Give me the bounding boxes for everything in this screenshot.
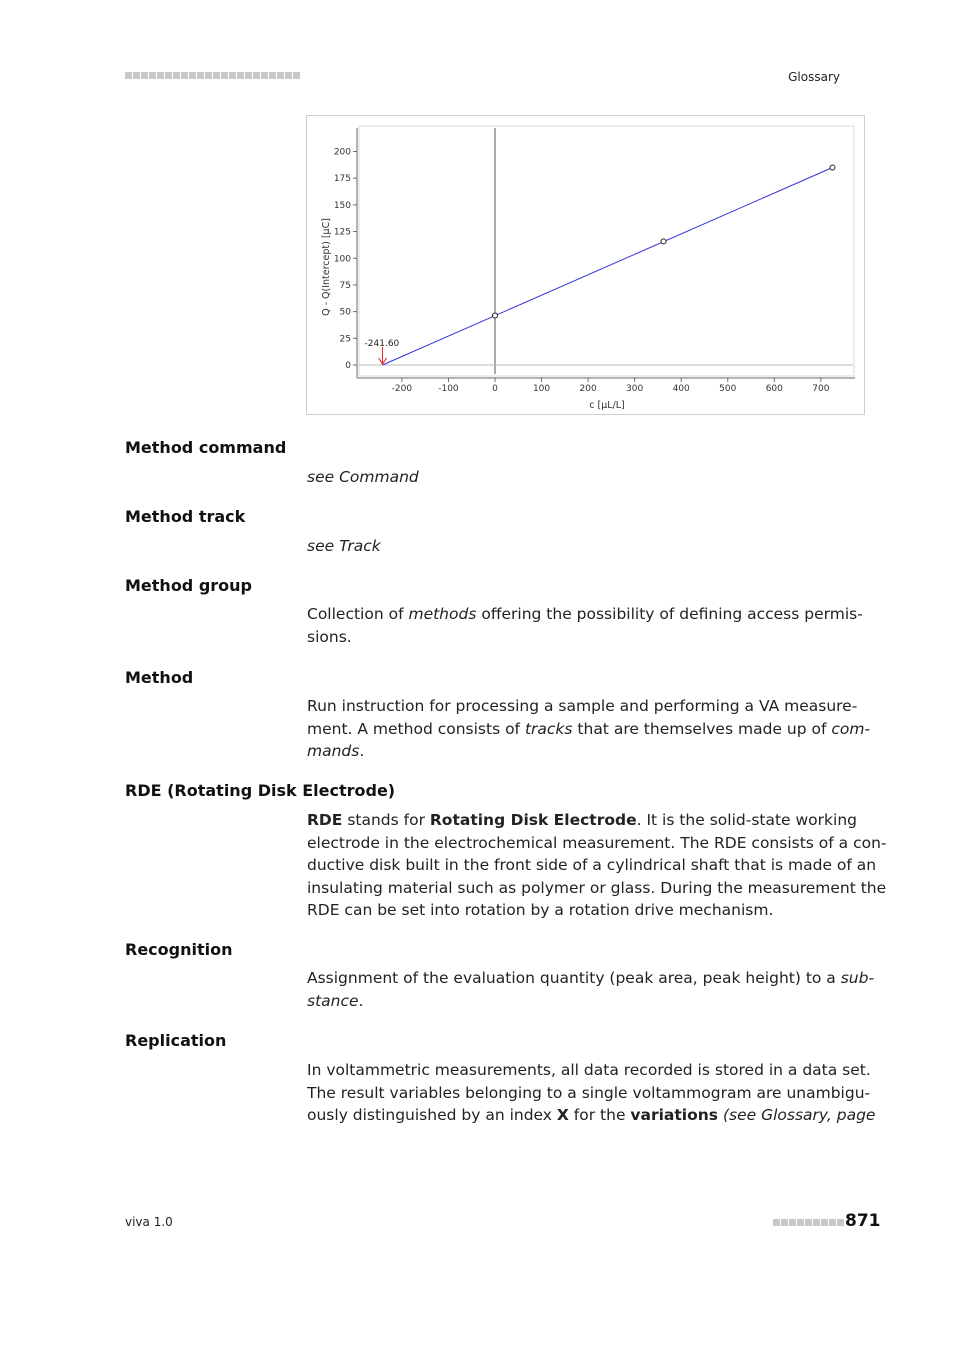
text-line: The result variables belonging to a single voltammogram are unambigu- — [307, 1083, 871, 1102]
text-segment: offering the possibility of defining access permis- — [476, 605, 863, 623]
y-tick-label: 175 — [333, 174, 351, 185]
y-tick-label: 100 — [333, 254, 351, 265]
text-segment: . — [359, 742, 365, 760]
data-point — [493, 313, 498, 318]
x-tick-label: 400 — [672, 384, 690, 394]
text-line: In voltammetric measurements, all data recorded is stored in a data set. — [307, 1061, 871, 1079]
term-method-group: Method group — [125, 576, 253, 595]
text-segment: Collection of — [307, 605, 409, 623]
x-axis-label: c [µL/L] — [589, 400, 625, 411]
running-header: Glossary — [788, 70, 840, 84]
y-tick-label: 75 — [339, 280, 351, 291]
axes — [334, 128, 855, 394]
text-segment: . It is the solid-state working — [636, 811, 857, 829]
text-segment: for the — [568, 1106, 631, 1124]
calibration-chart — [306, 115, 865, 415]
x-tick-label: 600 — [765, 384, 783, 394]
text-segment: stands for — [342, 811, 430, 829]
y-tick-label: 25 — [339, 334, 351, 345]
link-commands[interactable]: com- — [831, 719, 871, 738]
x-tick-label: 700 — [812, 384, 830, 394]
x-tick-label: -100 — [438, 384, 459, 394]
definition-method-track — [307, 535, 847, 558]
definition-recognition — [307, 967, 875, 1012]
y-tick-label: 200 — [333, 147, 351, 158]
footer-decoration — [773, 1219, 844, 1226]
term-method-track: Method track — [125, 507, 246, 526]
y-tick-label: 125 — [333, 227, 351, 238]
page-number: 871 — [845, 1211, 881, 1231]
text-bold: Rotating Disk Electrode — [429, 811, 637, 829]
text-bold: X — [556, 1106, 569, 1124]
text-bold: RDE — [307, 811, 343, 829]
y-axis-label: Q - Q(Intercept) [µC] — [321, 218, 332, 316]
text-segment: ment. A method consists of — [307, 719, 525, 738]
header-decoration — [125, 72, 300, 80]
chart-svg — [307, 116, 864, 414]
cross-reference-command[interactable]: see Command — [307, 468, 419, 486]
definition-method-group — [307, 603, 863, 648]
definition-method — [307, 695, 871, 763]
text-line: ductive disk built in the front side of a cylindrical shaft that is made of an — [307, 856, 877, 874]
text-line: RDE can be set into rotation by a rotation drive mechanism. — [307, 901, 774, 919]
link-commands-cont[interactable]: mands — [307, 742, 360, 760]
link-substance[interactable]: sub- — [840, 969, 875, 987]
link-tracks[interactable]: tracks — [524, 719, 573, 738]
term-method: Method — [125, 668, 194, 687]
link-substance-cont[interactable]: stance — [307, 991, 359, 1010]
plot-area-frame — [359, 126, 854, 376]
term-method-command: Method command — [125, 438, 287, 457]
x-tick-label: 300 — [626, 384, 644, 394]
text-line: Run instruction for processing a sample and performing a VA measure- — [307, 697, 858, 715]
text-segment: Assignment of the evaluation quantity (peak area, peak height) to a — [307, 969, 841, 987]
text-segment: that are themselves made up of — [572, 719, 832, 738]
text-segment: . — [358, 991, 364, 1010]
regression-line — [383, 168, 833, 365]
intercept-label: -241.60 — [364, 339, 400, 349]
text-bold: variations — [630, 1106, 719, 1124]
text-line: sions. — [307, 627, 352, 646]
footer-product: viva 1.0 — [125, 1215, 173, 1229]
y-tick-label: 50 — [339, 307, 351, 318]
term-rde: RDE (Rotating Disk Electrode) — [125, 781, 396, 800]
definition-replication — [307, 1059, 876, 1127]
x-tick-label: 200 — [579, 384, 597, 394]
text-line: electrode in the electrochemical measurement. The RDE consists of a con- — [307, 833, 887, 852]
data-point — [830, 165, 835, 170]
definition-rde — [307, 809, 887, 922]
text-line: insulating material such as polymer or glass. During the measurement the — [307, 878, 887, 897]
x-tick-label: -200 — [391, 384, 413, 394]
text-segment: ously distinguished by an index — [307, 1106, 557, 1124]
term-replication: Replication — [125, 1031, 227, 1050]
data-point — [661, 239, 666, 244]
chart-marks — [365, 165, 835, 365]
cross-reference-glossary[interactable]: (see Glossary, page — [718, 1106, 876, 1124]
y-tick-label: 150 — [333, 200, 351, 211]
cross-reference-track[interactable]: see Track — [307, 537, 381, 555]
link-methods[interactable]: methods — [408, 605, 477, 623]
x-tick-label: 100 — [532, 384, 551, 394]
x-tick-label: 500 — [719, 384, 737, 394]
x-tick-label: 0 — [492, 384, 498, 394]
y-tick-label: 0 — [345, 361, 351, 371]
term-recognition: Recognition — [125, 940, 233, 959]
definition-method-command — [307, 466, 847, 489]
